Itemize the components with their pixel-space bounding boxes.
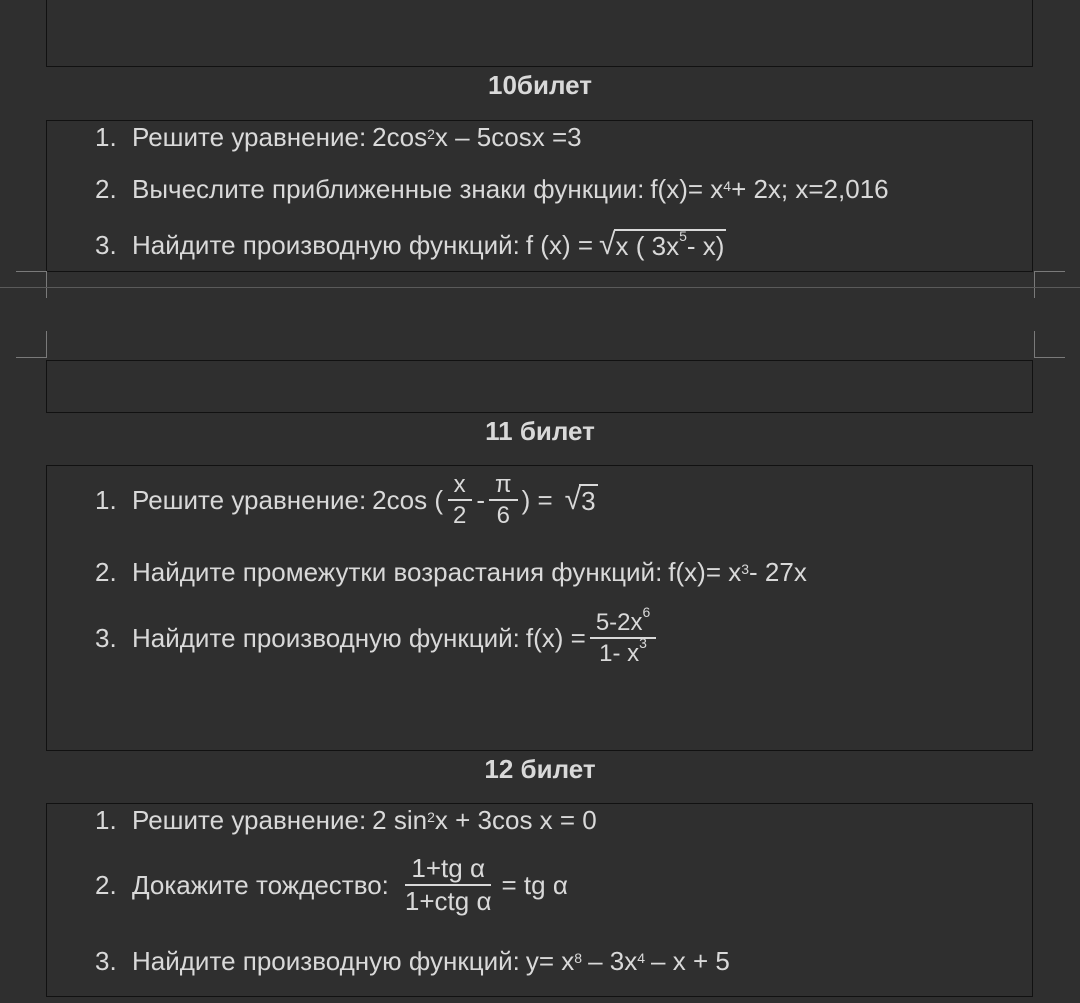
denominator: 1- x xyxy=(599,640,640,668)
ticket-12-item-3: 3. Найдите производную функций: y= x $^8$ – 3x $^4$ – x + 5 xyxy=(95,946,730,976)
item-label: Решите уравнение: xyxy=(132,122,367,152)
fraction xyxy=(399,855,498,916)
item-label: Найдите производную функций: xyxy=(132,622,520,653)
item-label: Вычеслите приближенные знаки функции: xyxy=(132,174,645,204)
expression: = tg α xyxy=(501,869,568,900)
denominator: 2 xyxy=(452,502,467,530)
exponent: 6 xyxy=(642,604,651,620)
ticket-9-tail-box xyxy=(46,0,1033,67)
expression: + 2x; x=2,016 xyxy=(731,174,889,204)
expression: – 3x xyxy=(588,946,638,976)
ticket-12-title: 12 билет xyxy=(484,754,596,784)
numerator: x xyxy=(448,472,472,501)
numerator: π xyxy=(489,472,518,501)
page-break xyxy=(0,287,1080,288)
fraction xyxy=(489,472,518,528)
expression: ) = xyxy=(521,484,553,515)
expression: y= x xyxy=(525,946,575,976)
item-number: 2. xyxy=(95,557,117,587)
empty-box xyxy=(46,360,1033,413)
item-label: Докажите тождество: xyxy=(132,869,389,900)
ticket-10-item-2: 2. Вычеслите приближенные знаки функции: f(x)= x $^4$ + 2x; x=2,016 xyxy=(95,174,889,204)
ticket-11-item-3 xyxy=(95,604,660,668)
item-number: 3. xyxy=(95,622,117,653)
expression: x – 5cosx =3 xyxy=(434,122,582,152)
expression: f (x) = xyxy=(525,229,594,260)
radicand: 3 xyxy=(581,486,596,517)
numerator: 5-2x xyxy=(595,609,643,636)
fraction xyxy=(447,472,472,528)
expression: f(x) = xyxy=(525,622,586,653)
item-number: 3. xyxy=(95,946,117,976)
exponent: 5 xyxy=(679,228,687,245)
expression: 2cos ( xyxy=(372,484,443,515)
ticket-10-item-3 xyxy=(95,228,726,262)
ticket-12-item-2 xyxy=(95,855,568,916)
denominator: 1+ctg α xyxy=(404,886,492,917)
square-root xyxy=(565,483,598,517)
item-number: 3. xyxy=(95,229,117,260)
expression: 2 sin xyxy=(372,805,428,835)
expression: - 27x xyxy=(749,557,807,587)
radical-sign-icon: √ xyxy=(564,483,582,517)
radicand: - x) xyxy=(686,231,725,261)
page-corner-mark xyxy=(16,331,47,358)
square-root xyxy=(599,228,726,262)
ticket-12-item-1: 1. Решите уравнение: 2 sin $^2$ x + 3cos x = 0 xyxy=(95,805,597,835)
ticket-10-title: 10билет xyxy=(488,70,592,100)
expression: 2cos xyxy=(372,122,428,152)
item-number: 1. xyxy=(95,122,117,152)
radicand: x ( 3x xyxy=(615,231,680,261)
item-number: 2. xyxy=(95,869,117,900)
page-corner-mark xyxy=(1034,271,1065,298)
expression: x + 3cos x = 0 xyxy=(434,805,597,835)
ticket-11-item-1 xyxy=(95,472,598,528)
page-corner-mark xyxy=(1034,331,1065,358)
page-corner-mark xyxy=(16,271,47,298)
expression: f(x)= x xyxy=(668,557,742,587)
expression: - xyxy=(476,484,486,515)
fraction xyxy=(590,604,656,668)
numerator: 1+tg α xyxy=(405,855,491,886)
expression: – x + 5 xyxy=(651,946,730,976)
radical-sign-icon: √ xyxy=(599,228,616,261)
item-label: Найдите промежутки возрастания функций: xyxy=(132,557,663,587)
ticket-10-item-1: 1. Решите уравнение: 2cos $^2$ x – 5cosx =3 xyxy=(95,122,582,152)
denominator: 6 xyxy=(496,502,510,530)
item-label: Найдите производную функций: xyxy=(132,946,520,976)
item-number: 1. xyxy=(95,805,117,835)
ticket-11-title: 11 билет xyxy=(485,416,595,446)
item-label: Решите уравнение: xyxy=(132,805,367,835)
ticket-11-item-2: 2. Найдите промежутки возрастания функций: f(x)= x $^3$ - 27x xyxy=(95,557,807,587)
expression: f(x)= x xyxy=(650,174,724,204)
exponent: 3 xyxy=(639,635,647,652)
item-label: Найдите производную функций: xyxy=(132,229,520,260)
item-number: 2. xyxy=(95,174,117,204)
item-number: 1. xyxy=(95,484,117,515)
item-label: Решите уравнение: xyxy=(132,484,367,515)
